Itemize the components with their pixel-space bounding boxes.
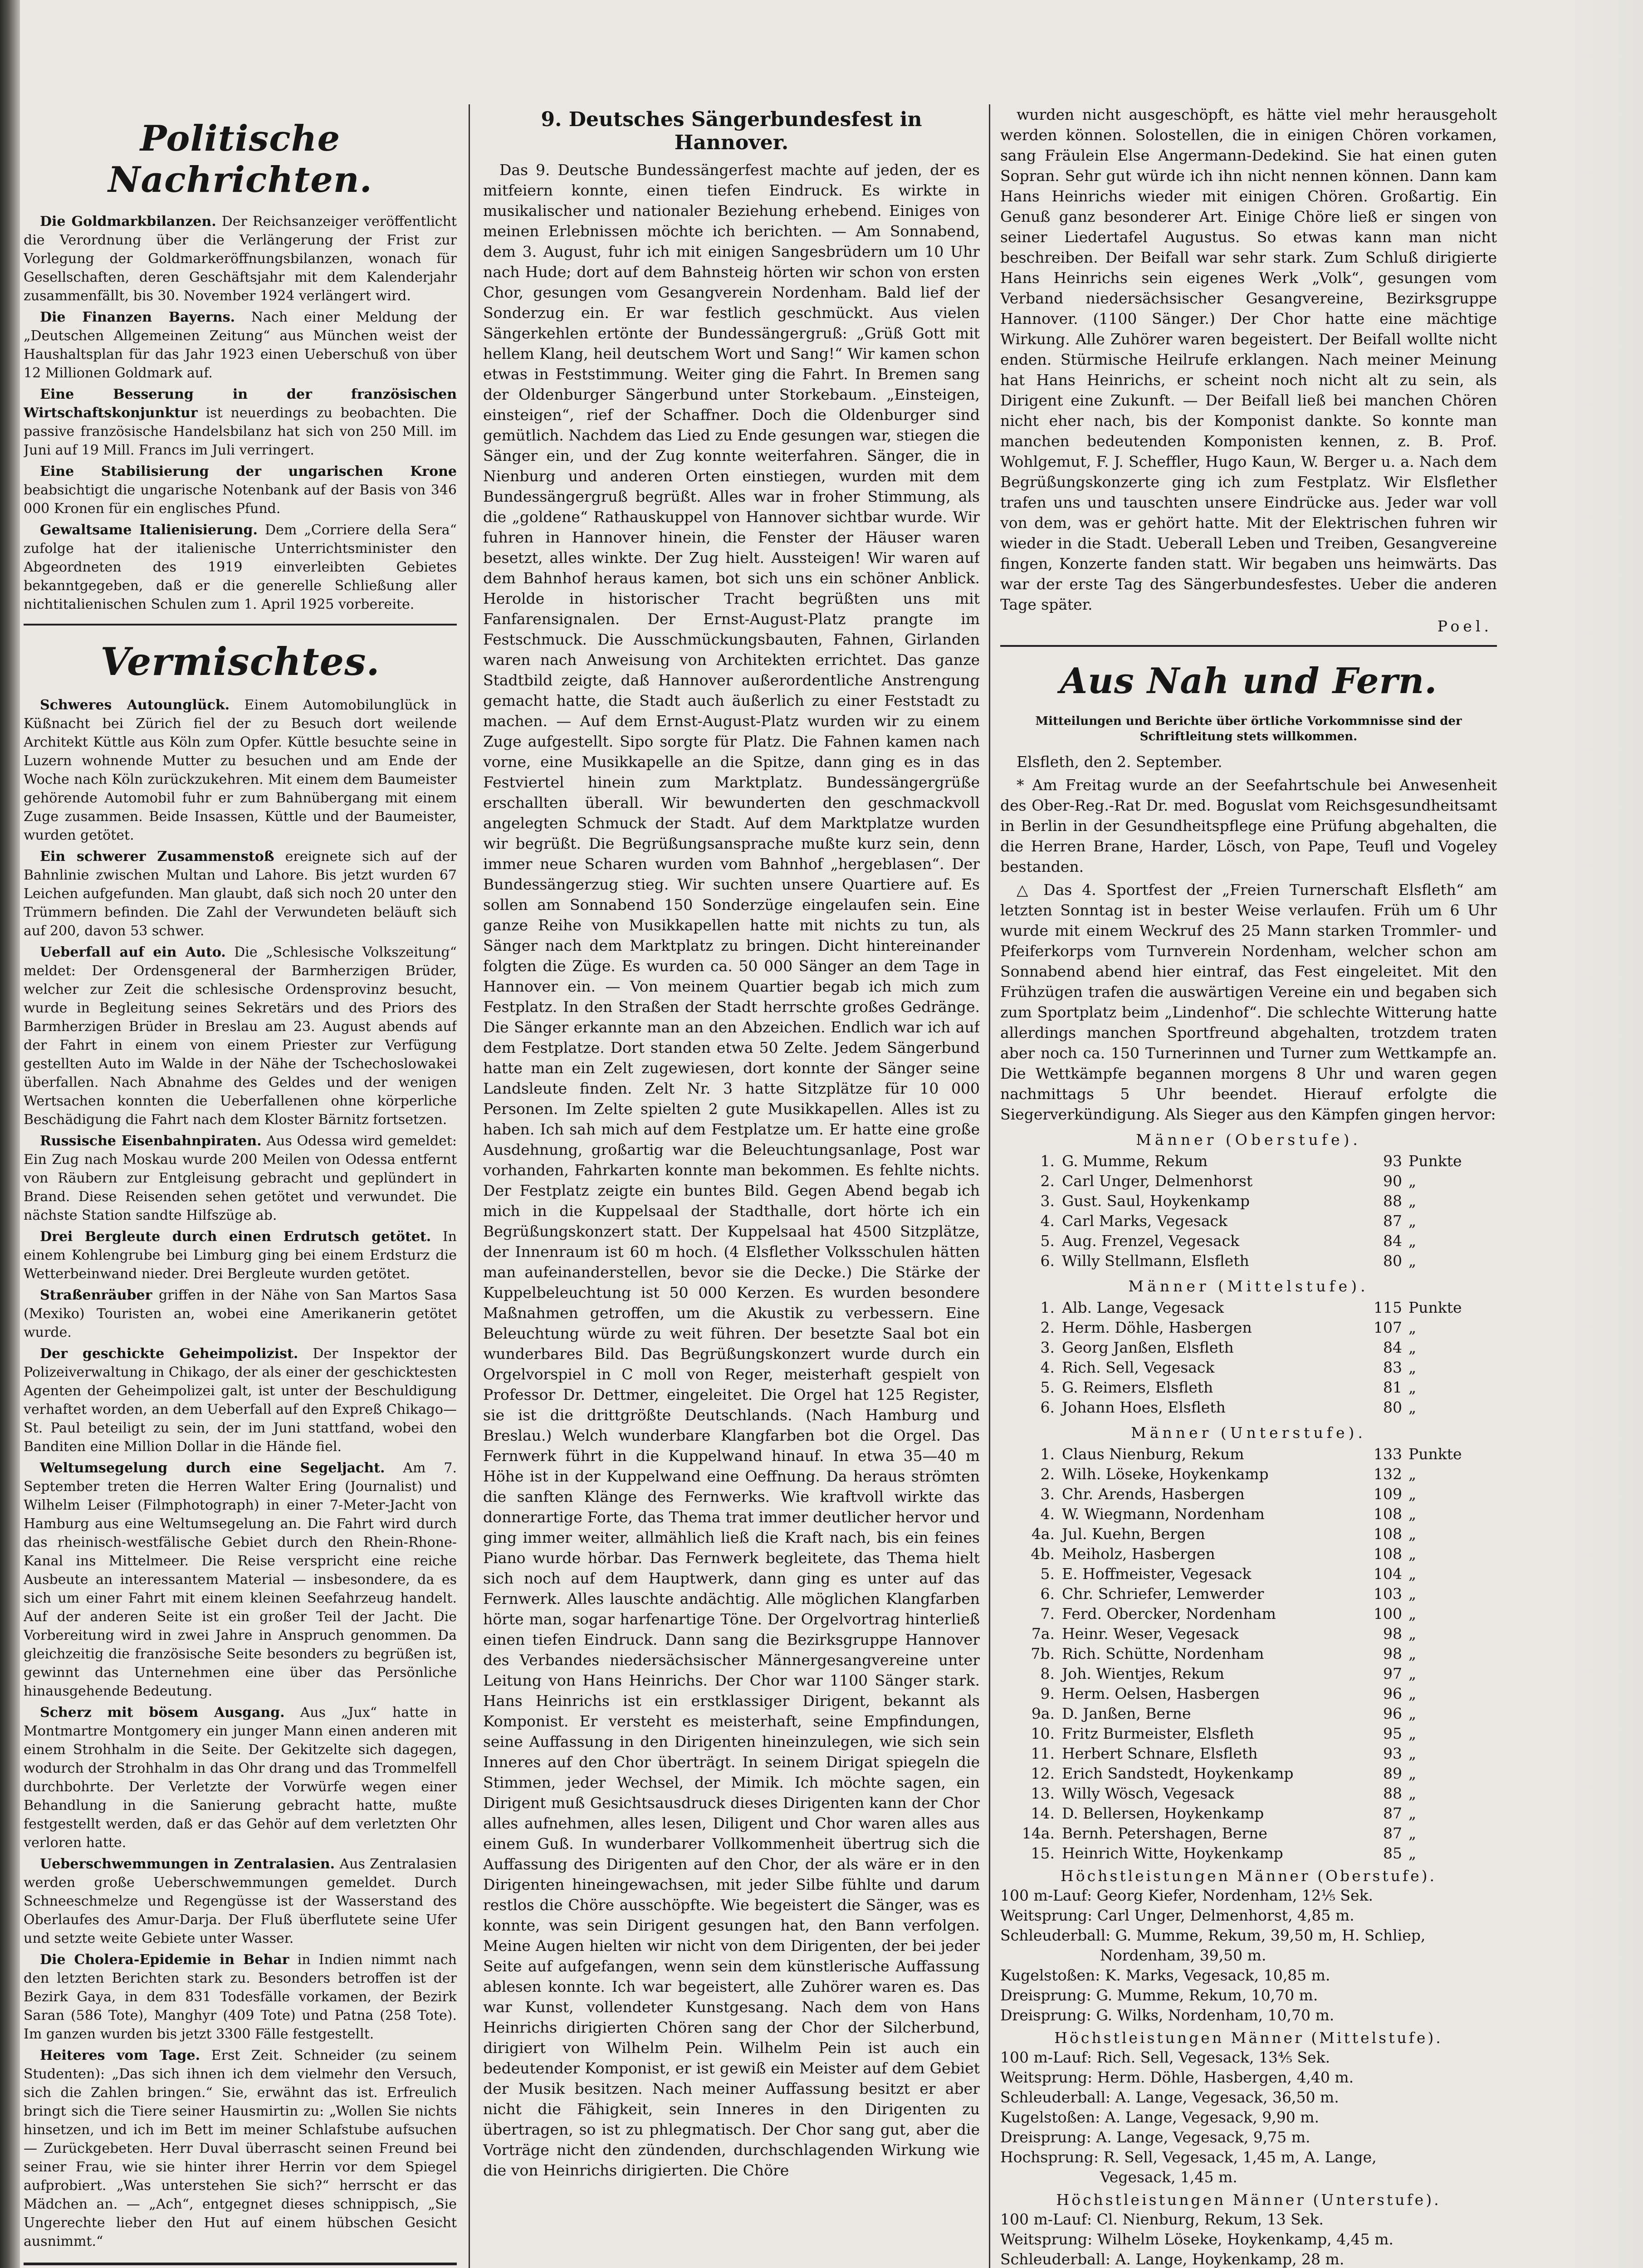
article-text: Am 7. September treten die Herren Walter Ering (Journalist) und Wilhelm Leiser (Filmphotograph) in einer 7-Meter-Jacht von Hamburg aus eine Weltumsegelung an. Die Fahrt wird durch das rheinisch-westfälische Gebiet durch den Rhein-Rhone-Kanal ins Mittelmeer. Die Reise verspricht eine reiche Ausbeute an interessantem Material — insbesondere, da es sich um einer Fahrt mit einem kleinen Seefahrzeug handelt. Auf der anderen Seite ist ein großer Teil der Jacht. Die Vorbereitung wird in zwei Jahre in Anspruch genommen. Da gleichzeitig die französische Seite besonders zu begrüßen ist, gewinnt das Unternehmen eine über das Persönliche hinausgehende Bedeutung. [24,1460,457,1699]
result-name: Ferd. Obercker, Nordenham [1062,1605,1276,1623]
result-name: G. Reimers, Elsfleth [1062,1378,1213,1396]
article-lead: Der geschickte Geheimpolizist. [40,1346,298,1362]
result-unit: „ [1408,1745,1417,1762]
best-line: Weitsprung: Wilhelm Löseke, Hoykenkamp, 4,45 m. [1000,2230,1394,2248]
result-points: 95 [1383,1725,1402,1742]
article-lead: Die Cholera-Epidemie in Behar [40,1952,289,1968]
news-item [24,2046,457,2251]
result-name: Herbert Schnare, Elsfleth [1062,1745,1258,1762]
result-rank: 2. [1040,1465,1055,1483]
result-points: 104 [1374,1565,1402,1583]
result-unit: „ [1408,1804,1417,1822]
result-unit: „ [1408,1645,1417,1662]
article-lead: Drei Bergleute durch einen Erdrutsch getötet. [40,1229,431,1245]
result-rank: 9. [1040,1685,1055,1702]
best-line: Kugelstoßen: A. Lange, Vegesack, 9,90 m. [1000,2108,1319,2126]
result-row [1000,1823,1497,1843]
section-divider [1000,645,1497,647]
result-rank: 1. [1040,1445,1055,1463]
result-rank: 15. [1031,1844,1055,1862]
results-table [1000,1444,1497,1863]
result-row [1000,1584,1497,1604]
result-row [1000,1564,1497,1584]
article-lead: Eine Stabilisierung der ungarischen Krone [40,464,457,479]
result-rank: 6. [1040,1398,1055,1416]
result-name: D. Bellersen, Hoykenkamp [1062,1804,1264,1822]
result-name: Willy Stellmann, Elsfleth [1062,1252,1249,1270]
result-name: Carl Marks, Vegesack [1062,1212,1227,1230]
result-unit: „ [1408,1665,1417,1682]
result-unit: „ [1408,1359,1417,1376]
result-row [1000,1298,1497,1318]
article-text: Einem Automobilunglück in Küßnacht bei Zürich fiel der zu Besuch dort weilende Architekt Küttle aus Köln zum Opfer. Küttle besuchte seine in Luzern wohnende Mutter zu besuchen und am Ende der Woche nach Köln zurückzukehren. Mit einem dem Baumeister gehörende Automobil fuhr er zum Bahnübergang mit einem Zuge zusammen. Beide Insassen, Küttle und der Baumeister, wurden getötet. [24,697,457,843]
category-title: Männer (Mittelstufe). [1128,1277,1369,1295]
best-performances [1000,1867,1497,2268]
result-rank: 4. [1040,1505,1055,1523]
news-item [24,1132,457,1225]
result-rank: 7. [1040,1605,1055,1623]
result-points: 109 [1374,1485,1402,1503]
result-points: 80 [1383,1252,1402,1270]
result-row [1000,1191,1497,1211]
result-rank: 8. [1040,1665,1055,1682]
news-item [24,1459,457,1701]
result-points: 80 [1383,1398,1402,1416]
result-points: 87 [1383,1804,1402,1822]
best-title: Höchstleistungen Männer (Oberstufe). [1061,1867,1437,1885]
result-row [1000,1151,1497,1171]
article-lead: Schweres Autounglück. [40,697,230,713]
result-unit: „ [1408,1485,1417,1503]
article-paragraph: Das 9. Deutsche Bundessängerfest machte auf jeden, der es mitfeiern konnte, einen tiefen Eindruck. Es wirkte in musikalischer und nationaler Beziehung erhebend. Einiges von meinen Erlebnissen möchte ich berichten. — Am Sonnabend, dem 3. August, fuhr ich mit einigen Sangesbrüdern um 10 Uhr nach Hude; dort auf dem Bahnsteig hörten wir schon von ersten Chor, gesungen vom Gesangverein Nordenham. Bald lief der Sonderzug ein. Er war festlich geschmückt. Aus vielen Sängerkehlen ertönte der Bundessängergruß: „Grüß Gott mit hellem Klang, heil deutschem Wort und Sang!“ Wir kamen schon etwas in Feststimmung. Weiter ging die Fahrt. In Bremen sang der Oldenburger Sängerbund unter Storkebaum. „Einsteigen, einsteigen“, rief der Schaffner. Doch die Oldenburger sind gemütlich. Nachdem das Lied zu Ende gesungen war, stiegen die Sänger ein, und der Zug konnte weiterfahren. Sänger, die in Nienburg und anderen Orten einstiegen, wurden mit dem Bundessängergruß begrüßt. Alles war in froher Stimmung, als die „goldene“ Rathauskuppel von Hannover sichtbar wurde. Wir fuhren in Hannover hinein, die Fenster der Häuser waren besetzt, alles winkte. Der Zug hielt. Aussteigen! Wir waren auf dem Bahnhof heraus kamen, bot sich uns ein schöner Anblick. Herolde in historischer Tracht begrüßten uns mit Fanfarensignalen. Der Ernst-August-Platz prangte im Festschmuck. Die Ausschmückungsbauten, Fahnen, Girlanden waren nach Anweisung von Architekten errichtet. Das ganze Stadtbild zeigte, daß Hannover außerordentliche Anstrengung gemacht hatte, die Stadt auch äußerlich zu einer Feststadt zu machen. — Auf dem Ernst-August-Platz wurden wir zu einem Zuge aufgestellt. Sipo sorgte für Platz. Die Fahnen kamen nach vorne, eine Musikkapelle an die Spitze, dann ging es in das Festviertel hinein zum Marktplatz. Bundessängergrüße erschallten überall. Wir bewunderten den geschmackvoll angelegten Schmuck der Stadt. Auf dem Marktplatze wurden wir begrüßt. Die Begrüßungsansprache mußte kurz sein, denn immer neue Scharen wurden vom Bahnhof „hergeblasen“. Der Bundessängerzug stieg. Wir suchten unsere Quartiere auf. Es sollen am Sonnabend 150 Sonderzüge eingelaufen sein. Eine ganze Reihe von Musikkapellen hatte mit nichts zu tun, als Sänger nach dem Marktplatz zu bringen. Dicht hintereinander folgten die Züge. Es wurden ca. 50 000 Sänger an dem Tage in Hannover ein. — Von meinem Quartier begab ich mich zum Festplatz. In den Straßen der Stadt herrschte großes Gedränge. Die Sänger erkannte man an den Abzeichen. Endlich war ich auf dem Festplatze. Dort standen etwa 50 Zelte. Jedem Sängerbund hatte man ein Zelt zugewiesen, dort konnte der Sänger seine Landsleute finden. Zelt Nr. 3 hatte Sitzplätze für 10 000 Personen. Im Zelte spielten 2 gute Musikkapellen. Alles ist zu haben. Ich sah mich auf dem Festplatze um. Er hatte eine große Ausdehnung, großartig war die Beleuchtungsanlage, Post war vorhanden, Fahrkarten konnte man bekommen. Es fehlte nichts. Der Festplatz zeigte ein buntes Bild. Gegen Abend begab ich mich in die Kuppelsaal der Stadthalle, dort hörte ich ein Begrüßungskonzert statt. Der Kuppelsaal hat 4500 Sitzplätze, der Innenraum ist 60 m hoch. (4 Elsflether Volksschulen hätten man aufeinanderstellen, bevor sie die Decke.) Die Stärke der Kuppelbeleuchtung ist 50 000 Kerzen. Es wurden besondere Maßnahmen getroffen, um die Akustik zu verbessern. Eine Beleuchtung würde zu weit führen. Der besetzte Saal bot ein wunderbares Bild. Das Begrüßungskonzert wurde durch ein Orgelvorspiel in C moll von Reger, meisterhaft gespielt von Professor Dr. Dettmer, eingeleitet. Die Orgel hat 125 Register, sie ist die drittgrößte Deutschlands. (Nach Hamburg und Breslau.) Welch wunderbare Klangfarben bot die Orgel. Das Fernwerk führt in die Kuppelwand hinauf. In etwa 35—40 m Höhe ist in der Kuppelwand eine Oeffnung. Da heraus strömten die sanften Klänge des Fernwerks. Wie kraftvoll wirkte das donnerartige Forte, das Thema trat immer deutlicher hervor und ging immer weiter, allmählich ließ die Kraft nach, bis ein feines Piano wurde hörbar. Das Fernwerk begleitete, das Thema hielt sich noch auf dem Hauptwerk, dann ging es unter auf das Fernwerk. Alles lauschte andächtig. Alle möglichen Klangfarben hörte man, sogar harfenartige Töne. Der Orgelvortrag hinterließ einen tiefen Eindruck. Dann sang die Bezirksgruppe Hannover des Verbandes niedersächsischer Männergesangvereine unter Leitung von Hans Heinrichs. Der Chor war 1100 Sänger stark. Hans Heinrichs ist ein erstklassiger Dirigent, bekannt als Komponist. Er versteht es meisterhaft, seine Empfindungen, seine Auffassung in den Dirigenten hineinzulegen, wie sich sein Inneres auf den Chor überträgt. In seinem Dirigat spiegeln die Stimmen, jeder Wechsel, der Mimik. Ich möchte sagen, ein Dirigent muß Gesichtsausdruck dieses Dirigenten kann der Chor alles aufnehmen, alles lesen, Diligent und Chor waren alles aus einem Guß. In wunderbarer Vollkommenheit übertrug sich die Auffassung des Dirigenten auf den Chor, der als wäre er in den Dirigenten hineingewachsen, mit jeder Silbe fühlte und darum restlos die Chöre ausschöpfte. Wie begeistert die Sänger, was es konnte, was sein Dirigent gesungen hat, den Bann verfolgen. Meine Augen hielten wir nicht von dem Dirigenten, der bei jeder Seite auf aufgefangen, wenn sein dem künstlerische Auffassung ablesen konnte. Ich war begeistert, alle Zuhörer waren es. Das war Kunst, vollendeter Kunstgesang. Nach dem von Hans Heinrichs dirigierten Chören sang der Chor der Silcherbund, dirigiert von Wilhelm Pein. Wilhelm Pein ist auch ein bedeutender Komponist, er ist gewiß ein Meister auf dem Gebiet der Musik besitzen. Nach meiner Auffassung besitzt er aber nicht die Fähigkeit, sein Inneres in den Dirigenten zu übertragen, so ist zu phlegmatisch. Der Chor sang gut, aber die Vorträge nicht den zündenden, durchschlagenden Wirkung wie die von Heinrichs dirigierten. Die Chöre [483,161,980,2179]
result-name: Joh. Wientjes, Rekum [1062,1665,1224,1682]
article-paragraph: wurden nicht ausgeschöpft, es hätte viel mehr herausgeholt werden können. Solostellen, die in einigen Chören vorkamen, sang Fräulein Else Angermann-Dedekind. Sie hat einen guten Sopran. Sehr gut würde ich ihn nicht nennen können. Dann kam Hans Heinrichs wieder mit einigen Chören. Großartig. Ein Genuß ganz besonderer Art. Einige Chöre ließ er singen von seiner Liedertafel Augustus. So etwas kann man nicht beschreiben. Der Beifall war sehr stark. Zum Schluß dirigierte Hans Heinrichs sein eigenes Werk „Volk“, gesungen vom Verband niedersächsischer Gesangvereine, Bezirksgruppe Hannover. (1100 Sänger.) Der Chor hatte eine mächtige Wirkung. Alle Zuhörer waren begeistert. Der Beifall wollte nicht enden. Stürmische Heilrufe erklangen. Nach meiner Meinung hat Hans Heinrichs, er scheint noch nicht alt zu sein, als Dirigent eine Zukunft. — Der Beifall ließ bei manchen Chören nicht eher nach, bis der Komponist dankte. So konnte man manchen bedeutenden Komponisten kennen, z. B. Prof. Wohlgemut, F. J. Scheffler, Hugo Kaun, W. Berger u. a. Nach dem Begrüßungskonzerte ging ich zum Festplatz. Wir Elsflether trafen uns und tauschten unsere Eindrücke aus. Jeder war voll von dem, was er gehört hatte. Mit der Elektrischen fuhren wir wieder in die Stadt. Ueberall Leben und Treiben, Gesangvereine fingen, Konzerte fanden statt. Wir begaben uns heimwärts. Das war der erste Tag des Sängerbundesfestes. Ueber die anderen Tage später. [1000,106,1497,613]
result-rank: 4a. [1031,1525,1055,1543]
result-points: 93 [1383,1152,1402,1170]
section-divider [24,624,457,626]
result-unit: „ [1408,1252,1417,1270]
result-unit: „ [1408,1505,1417,1523]
best-line: Weitsprung: Herm. Döhle, Hasbergen, 4,40 m. [1000,2068,1354,2086]
result-rank: 4. [1040,1359,1055,1376]
news-item [24,1703,457,1852]
best-line: 100 m-Lauf: Cl. Nienburg, Rekum, 13 Sek. [1000,2210,1324,2228]
result-rank: 7b. [1031,1645,1055,1662]
result-points: 98 [1383,1625,1402,1642]
news-item [24,1286,457,1342]
result-name: Jul. Kuehn, Bergen [1062,1525,1205,1543]
result-unit: „ [1408,1625,1417,1642]
result-points: 88 [1383,1192,1402,1210]
column-middle [483,104,980,2268]
result-unit: „ [1408,1765,1417,1782]
result-name: Gust. Saul, Hoykenkamp [1062,1192,1250,1210]
article-paragraph: * Am Freitag wurde an der Seefahrtschule bei Anwesenheit des Ober-Reg.-Rat Dr. med. Boguslat vom Reichsgesundheitsamt in Berlin in der Gesundheitspflege eine Prüfung abgehalten, die die Herren Brane, Harder, Lösch, von Pape, Teufl und Vogeley bestanden. [1000,776,1497,875]
result-row [1000,1171,1497,1191]
result-row [1000,1398,1497,1418]
result-row [1000,1724,1497,1744]
article-lead: Die Finanzen Bayerns. [40,309,235,325]
best-line: Hochsprung: R. Sell, Vegesack, 1,45 m, A. Lange, [1000,2148,1377,2166]
results-table [1000,1298,1497,1418]
result-name: Erich Sandstedt, Hoykenkamp [1062,1765,1294,1782]
result-name: Alb. Lange, Vegesack [1062,1299,1224,1316]
article-text: Aus Zentralasien werden große Ueberschwemmungen gemeldet. Durch Schneeschmelze und Regengüsse ist der Wasserstand des Oberlaufes des Amur-Darja. Der Fluß überflutete seine Ufer und setzte weite Gebiete unter Wasser. [24,1856,457,1946]
result-unit: „ [1408,1585,1417,1603]
best-line: Dreisprung: G. Mumme, Rekum, 10,70 m. [1000,1986,1318,2004]
section-divider [24,2263,457,2265]
result-row [1000,1318,1497,1338]
best-line: 100 m-Lauf: Rich. Sell, Vegesack, 13⅘ Sek. [1000,2048,1330,2066]
best-line: Nordenham, 39,50 m. [1100,1946,1266,1964]
result-name: Herm. Oelsen, Hasbergen [1062,1685,1260,1702]
article-text: In einem Kohlengrube bei Limburg ging bei einem Erdsturz die Wetterbeinwand nieder. Drei Bergleute wurden getötet. [24,1229,457,1282]
result-name: Claus Nienburg, Rekum [1062,1445,1244,1463]
result-rank: 3. [1040,1339,1055,1356]
result-unit: „ [1408,1784,1417,1802]
article-lead: Straßenräuber [40,1287,152,1303]
article-lead: Heiteres vom Tage. [40,2048,200,2063]
result-unit: „ [1408,1232,1417,1250]
result-unit: Punkte [1408,1299,1462,1316]
article-lead: Weltumsegelung durch eine Segeljacht. [40,1460,385,1476]
best-line: Schleuderball: A. Lange, Vegesack, 36,50 m. [1000,2088,1339,2106]
best-line: 100 m-Lauf: Georg Kiefer, Nordenham, 12⅕ Sek. [1000,1887,1374,1904]
article-lead: Russische Eisenbahnpiraten. [40,1133,262,1149]
article-text: Der Inspektor der Polizeiverwaltung in Chikago, der als einer der geschicktesten Agenten der Geheimpolizei galt, ist unter der Beschuldigung verhaftet worden, an dem Ueberfall auf den Expreß Chikago—St. Paul beteiligt zu sein, der im Juni stattfand, wobei den Banditen eine Million Dollar in die Hände fiel. [24,1346,457,1455]
politics-articles [24,212,457,614]
news-item [24,1227,457,1283]
result-unit: „ [1408,1398,1417,1416]
result-unit: Punkte [1408,1445,1462,1463]
sport-results [1000,1131,1497,1863]
result-unit: „ [1408,1705,1417,1722]
result-row [1000,1784,1497,1804]
result-rank: 5. [1040,1565,1055,1583]
result-rank: 12. [1031,1765,1055,1782]
result-row [1000,1251,1497,1271]
result-points: 115 [1374,1299,1402,1316]
results-table [1000,1151,1497,1271]
misc-heading: Vermischtes. [100,639,380,684]
result-row [1000,1211,1497,1231]
best-line: Kugelstoßen: K. Marks, Vegesack, 10,85 m. [1000,1966,1330,1984]
result-points: 132 [1374,1465,1402,1483]
result-points: 81 [1383,1378,1402,1396]
result-rank: 4. [1040,1212,1055,1230]
result-rank: 11. [1031,1745,1055,1762]
result-row [1000,1764,1497,1784]
result-rank: 9a. [1031,1705,1055,1722]
result-points: 107 [1374,1319,1402,1336]
result-name: Chr. Schriefer, Lemwerder [1062,1585,1264,1603]
result-rank: 1. [1040,1299,1055,1316]
result-points: 85 [1383,1844,1402,1862]
result-rank: 6. [1040,1585,1055,1603]
result-points: 93 [1383,1745,1402,1762]
page-margin [1560,0,1643,2268]
result-row [1000,1744,1497,1764]
result-name: Bernh. Petershagen, Berne [1062,1824,1267,1842]
article-lead: Gewaltsame Italienisierung. [40,522,258,538]
result-points: 87 [1383,1212,1402,1230]
column-left [24,104,457,2268]
result-name: Johann Hoes, Elsfleth [1062,1398,1226,1416]
best-line: Dreisprung: G. Wilks, Nordenham, 10,70 m. [1000,2006,1335,2024]
article-text: beabsichtigt die ungarische Notenbank auf der Basis von 346 000 Kronen für ein englisches Pfund. [24,482,457,517]
article-text: Aus Odessa wird gemeldet: Ein Zug nach Moskau wurde 200 Meilen von Odessa entfernt von Räubern zur Entgleisung gebracht und geplündert in Brand. Diese Reisenden sehen getötet und verwundet. Die nächste Station sandte Hilfszüge ab. [24,1133,457,1223]
result-points: 84 [1383,1232,1402,1250]
result-name: Heinr. Weser, Vegesack [1062,1625,1239,1642]
result-points: 108 [1374,1505,1402,1523]
result-name: Heinrich Witte, Hoykenkamp [1062,1844,1283,1862]
local-news-heading: Aus Nah und Fern. [1060,660,1438,702]
result-rank: 14a. [1022,1824,1055,1842]
result-unit: „ [1408,1319,1417,1336]
result-row [1000,1231,1497,1251]
result-unit: „ [1408,1545,1417,1563]
result-points: 108 [1374,1545,1402,1563]
news-item [24,696,457,845]
result-name: Willy Wösch, Vegesack [1062,1784,1234,1802]
best-title: Höchstleistungen Männer (Unterstufe). [1056,2191,1441,2209]
result-rank: 6. [1040,1252,1055,1270]
result-unit: „ [1408,1725,1417,1742]
result-points: 88 [1383,1784,1402,1802]
result-row [1000,1664,1497,1684]
result-name: Rich. Schütte, Nordenham [1062,1645,1264,1662]
news-item [24,847,457,940]
article-text: Der Reichsanzeiger veröffentlicht die Verordnung über die Verlängerung der Frist zur Vorlegung der Goldmarkeröffnungsbilanzen, wonach für Gesellschaften, deren Geschäftsjahr mit dem Kalenderjahr zusammenfällt, bis 30. November 1924 verlängert wird. [24,214,457,304]
result-unit: Punkte [1408,1152,1462,1170]
result-points: 100 [1374,1605,1402,1623]
article-text: griffen in der Nähe von San Martos Sasa (Mexiko) Touristen an, wobei eine Amerikanerin getötet wurde. [24,1287,457,1340]
result-points: 96 [1383,1705,1402,1722]
result-name: E. Hoffmeister, Vegesack [1062,1565,1252,1583]
result-rank: 13. [1031,1784,1055,1802]
result-rank: 2. [1040,1319,1055,1336]
result-name: Rich. Sell, Vegesack [1062,1359,1215,1376]
result-row [1000,1338,1497,1358]
result-row [1000,1358,1497,1378]
result-unit: „ [1408,1212,1417,1230]
result-row [1000,1524,1497,1544]
author-signature: Poel. [1437,617,1492,635]
result-rank: 14. [1031,1804,1055,1822]
result-points: 96 [1383,1685,1402,1702]
best-line: Schleuderball: G. Mumme, Rekum, 39,50 m, H. Schliep, [1000,1926,1426,1944]
article-paragraph: Elsfleth, den 2. September. [1017,753,1222,771]
result-row [1000,1684,1497,1704]
article-text: in Indien nimmt nach den letzten Berichten stark zu. Besonders betroffen ist der Bezirk Gaya, in dem 831 Todesfälle vorkamen, der Bezirk Saran (586 Tote), Manghyr (409 Tote) und Patna (258 Tote). Im ganzen wurden bis jetzt 3300 Fälle festgestellt. [24,1952,457,2042]
result-unit: „ [1408,1685,1417,1702]
article-lead: Ein schwerer Zusammenstoß [40,849,274,865]
saengerfest-heading: 9. Deutsches Sängerbundesfest in Hannover. [541,108,922,154]
result-name: G. Mumme, Rekum [1062,1152,1208,1170]
result-row [1000,1843,1497,1863]
book-spine [0,0,20,2268]
politics-heading: Politische Nachrichten. [108,118,372,200]
result-unit: „ [1408,1605,1417,1623]
result-name: Georg Janßen, Elsfleth [1062,1339,1234,1356]
result-points: 83 [1383,1359,1402,1376]
best-line: Vegesack, 1,45 m. [1100,2168,1237,2186]
result-rank: 10. [1031,1725,1055,1742]
result-points: 133 [1374,1445,1402,1463]
result-rank: 7a. [1031,1625,1055,1642]
result-unit: „ [1408,1824,1417,1842]
result-unit: „ [1408,1378,1417,1396]
result-row [1000,1464,1497,1484]
result-row [1000,1804,1497,1823]
article-lead: Ueberfall auf ein Auto. [40,944,226,960]
result-name: Wilh. Löseke, Hoykenkamp [1062,1465,1269,1483]
result-name: Herm. Döhle, Hasbergen [1062,1319,1252,1336]
best-line: Dreisprung: A. Lange, Vegesack, 9,75 m. [1000,2128,1310,2146]
article-lead: Die Goldmarkbilanzen. [40,214,216,230]
result-unit: „ [1408,1525,1417,1543]
news-item [24,308,457,382]
result-name: W. Wiegmann, Nordenham [1062,1505,1265,1523]
result-row [1000,1604,1497,1624]
news-item [24,1344,457,1456]
news-item [24,1855,457,1948]
result-points: 89 [1383,1765,1402,1782]
result-points: 97 [1383,1665,1402,1682]
article-text: Die „Schlesische Volkszeitung“ meldet: Der Ordensgeneral der Barmherzigen Brüder, welcher zur Zeit die schlesische Ordensprovinz besucht, wurde in Begleitung seines Sekretärs und des Priors des Barmherzigen Brüder in Breslau am 23. August abends auf der Fahrt in einem von einem Priester zur Verfügung gestellten Auto im Walde in der Nähe der Tschechoslowakei überfallen. Nach Abnahme des Geldes und der wenigen Wertsachen konnten die Ueberfallenen ohne körperliche Beschädigung die Fahrt nach dem Kloster Bärnitz fortsetzen. [24,944,457,1128]
article-text: Erst Zeit. Schneider (zu seinem Studenten): „Das sich ihnen ich dem vielmehr den Versuch, sich die Zahlen bringen.“ Sie, erwähnt das ist. Erfreulich bringt sich die Tiere seiner Hausmirtin zu: „Wollen Sie nichts hinsetzen, und ich im Bett im meiner Schlafstube aufsuchen — Zurückgebeten. Herr Duval überrascht seinen Freund bei seiner Frau, wie sie hinter ihrer Herrin vor dem Spiegel aufprobiert. „Was unterstehen Sie sich?“ herrscht er das Mädchen an. — „Ach“, entgegnet dieses schnippisch, „Sie Ungerechte lieber den Hut auf einem hübschen Gesicht ausnimmt.“ [24,2048,457,2249]
column-rule [989,104,990,2268]
column-rule [469,104,470,2268]
result-points: 108 [1374,1525,1402,1543]
result-name: Meiholz, Hasbergen [1062,1545,1215,1563]
result-name: Aug. Frenzel, Vegesack [1062,1232,1240,1250]
article-text: ist neuerdings zu beobachten. Die passive französische Handelsbilanz hat sich von 250 Mill. im Juni auf 19 Mill. Francs im Juli verringert. [24,405,457,458]
result-row [1000,1544,1497,1564]
category-title: Männer (Oberstufe). [1136,1131,1361,1149]
article-text: Nach einer Meldung der „Deutschen Allgemeinen Zeitung“ aus München weist der Haushaltsplan für das Jahr 1923 einen Ueberschuß von über 12 Millionen Goldmark auf. [24,309,457,381]
result-name: Carl Unger, Delmenhorst [1062,1172,1253,1190]
result-unit: „ [1408,1172,1417,1190]
result-points: 90 [1383,1172,1402,1190]
result-rank: 5. [1040,1232,1055,1250]
result-rank: 3. [1040,1192,1055,1210]
category-title: Männer (Unterstufe). [1131,1424,1366,1442]
news-item [24,385,457,459]
misc-articles [24,696,457,2251]
result-rank: 3. [1040,1485,1055,1503]
result-unit: „ [1408,1565,1417,1583]
result-unit: „ [1408,1192,1417,1210]
result-row [1000,1644,1497,1664]
article-paragraph: △ Das 4. Sportfest der „Freien Turnerschaft Elsfleth“ am letzten Sonntag ist in bester Weise verlaufen. Früh um 6 Uhr wurde mit einem Weckruf des 25 Mann starken Trommler- und Pfeiferkorps vom Turnverein Nordenham, welcher schon am Sonnabend abend hier eintraf, das Fest eingeleitet. Mit den Frühzügen trafen die auswärtigen Vereine ein und begaben sich zum Sportplatz beim „Lindenhof“. Die schlechte Witterung hatte allerdings manchen Sportfreund abgehalten, trotzdem traten aber noch ca. 150 Turnerinnen und Turner zum Wettkampfe an. Die Wettkämpfe begannen morgens 8 Uhr und waren gegen nachmittags 5 Uhr beendet. Hierauf erfolgte die Siegerverkündigung. Als Sieger aus den Kämpfen gingen hervor: [1000,881,1497,1123]
result-points: 84 [1383,1339,1402,1356]
best-title: Höchstleistungen Männer (Mittelstufe). [1054,2029,1443,2047]
best-line: Schleuderball: A. Lange, Hoykenkamp, 28 m. [1000,2250,1345,2268]
result-points: 87 [1383,1824,1402,1842]
result-row [1000,1704,1497,1724]
result-name: Fritz Burmeister, Elsfleth [1062,1725,1254,1742]
article-text: ereignete sich auf der Bahnlinie zwischen Multan und Lahore. Bis jetzt wurden 67 Leichen aufgefunden. Man glaubt, daß sich noch 20 unter den Trümmern befinden. Die Zahl der Verwundeten beläuft sich auf 200, davon 53 schwer. [24,849,457,939]
result-points: 98 [1383,1645,1402,1662]
article-lead: Scherz mit bösem Ausgang. [40,1705,285,1721]
best-line: Weitsprung: Carl Unger, Delmenhorst, 4,85 m. [1000,1906,1354,1924]
saengerfest-continuation [1000,104,1497,615]
result-row [1000,1484,1497,1504]
result-rank: 5. [1040,1378,1055,1396]
local-news-note: Mitteilungen und Berichte über örtliche Vorkommnisse sind der Schriftleitung stets willkommen. [1035,714,1462,743]
news-item [24,212,457,305]
news-item [24,943,457,1129]
result-row [1000,1624,1497,1644]
article-text: Dem „Corriere della Sera“ zufolge hat der italienische Unterrichtsminister den Abgeordneten des 1919 einverleibten Gebietes bekanntgegeben, daß er die generelle Schließung aller nichtitalienischen Schulen zum 1. April 1925 vorbereite. [24,522,457,612]
result-rank: 2. [1040,1172,1055,1190]
result-rank: 4b. [1031,1545,1055,1563]
saengerfest-article [483,160,980,2180]
result-row [1000,1444,1497,1464]
result-unit: „ [1408,1844,1417,1862]
result-row [1000,1504,1497,1524]
result-name: D. Janßen, Berne [1062,1705,1191,1722]
column-right [1000,104,1497,2268]
result-name: Chr. Arends, Hasbergen [1062,1485,1245,1503]
result-unit: „ [1408,1465,1417,1483]
article-text: Aus „Jux“ hatte in Montmartre Montgomery ein junger Mann einen anderen mit einem Strohhalm in die Seite. Der Gekitzelte sich dagegen, wodurch der Strohhalm in das Ohr drang und das Trommelfell durchbohrte. Der Verletzte der Vorwürfe wegen einer Behandlung in die Sanierung gebracht hatte, mußte festgestellt werden, daß er das Gehör auf dem verletzten Ohr verloren hatte. [24,1705,457,1851]
news-item [24,462,457,518]
local-news-articles [1000,752,1497,1124]
result-row [1000,1378,1497,1398]
result-points: 103 [1374,1585,1402,1603]
article-lead: Eine Besserung in der französischen Wirtschaftskonjunktur [24,386,457,421]
news-item [24,1950,457,2043]
result-rank: 1. [1040,1152,1055,1170]
result-unit: „ [1408,1339,1417,1356]
news-item [24,521,457,614]
article-lead: Ueberschwemmungen in Zentralasien. [40,1856,335,1872]
